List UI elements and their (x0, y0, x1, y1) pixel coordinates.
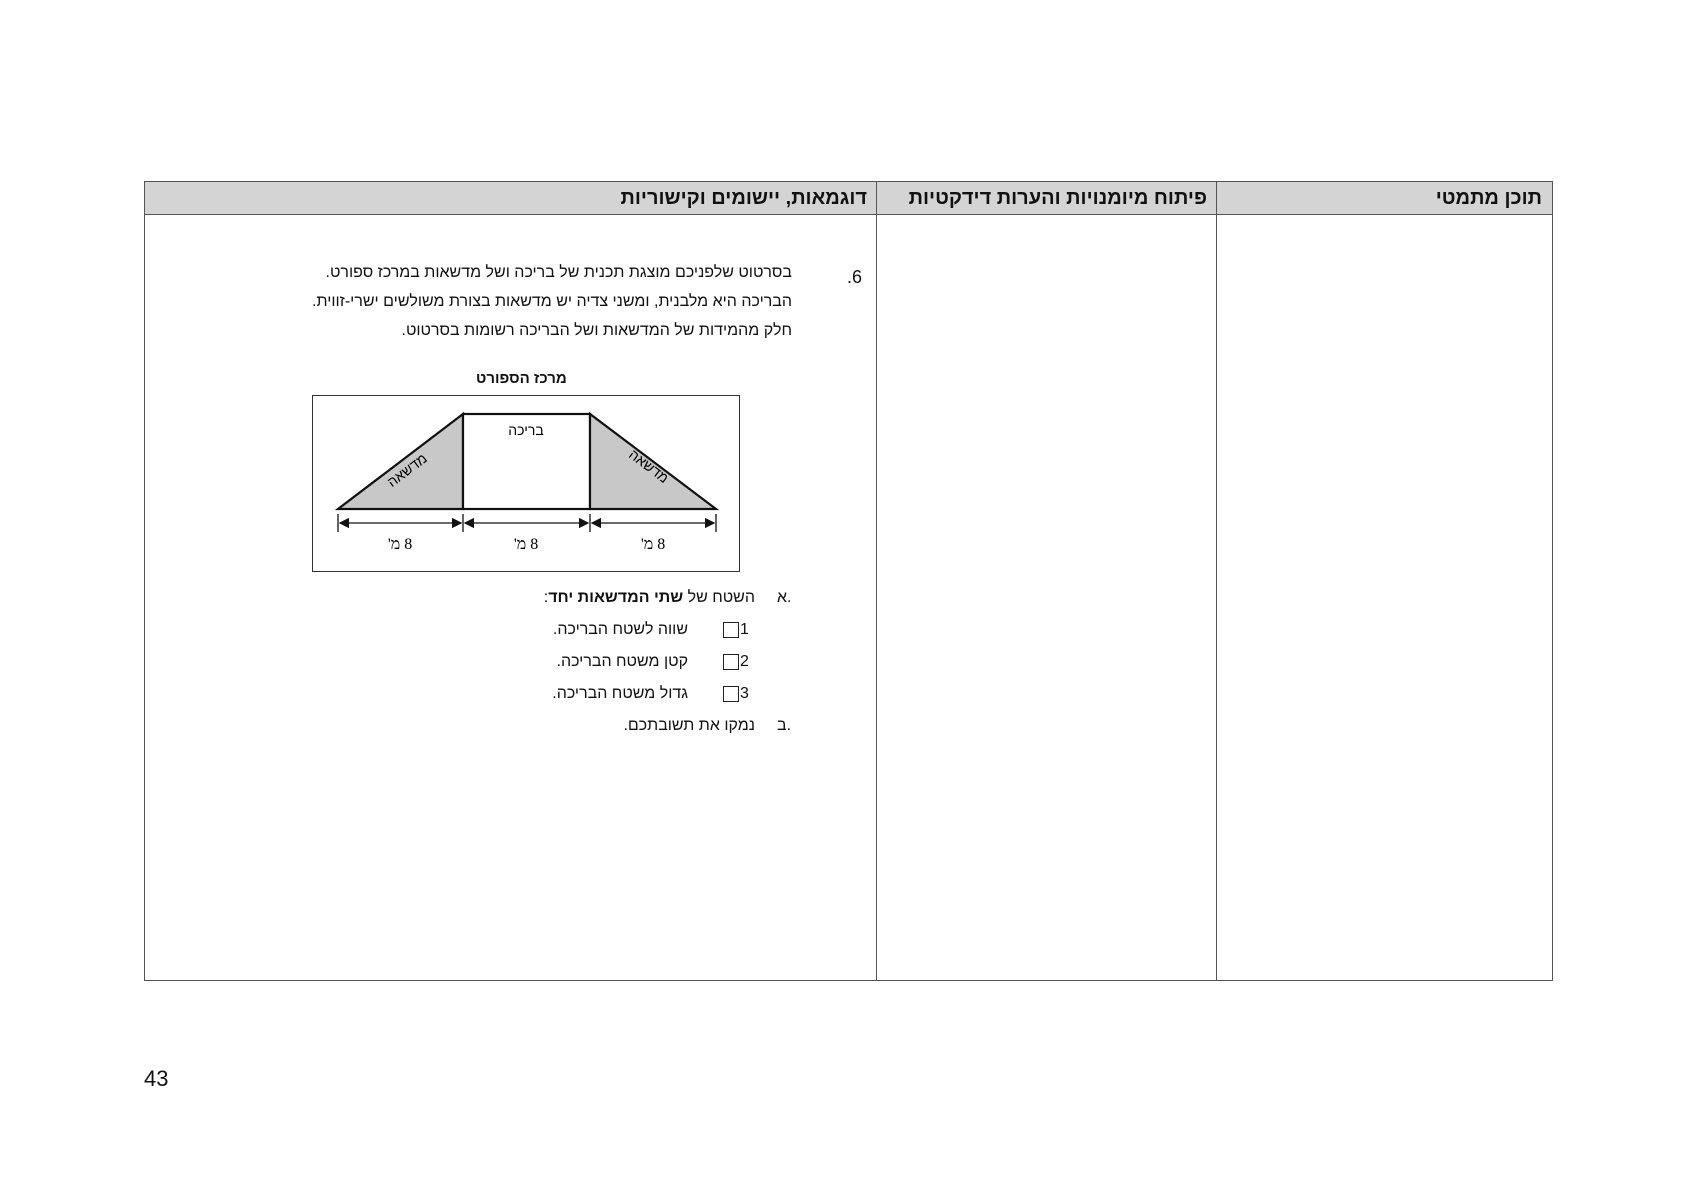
question-line: בסרטוט שלפניכם מוצגת תכנית של בריכה ושל מדשאות במרכז ספורט. (325, 264, 792, 281)
part-a-bold-text: שתי המדשאות יחד (548, 589, 684, 606)
option-number: 2 (740, 653, 749, 670)
option-number: 1 (740, 621, 749, 638)
dimension-label: 8 מ' (513, 536, 539, 553)
question-text (252, 258, 792, 345)
part-b-question: נמקו את תשובתכם. (623, 717, 755, 734)
figure-title: מרכז הספורט (476, 370, 567, 387)
header-skills: פיתוח מיומנויות והערות דידקטיות (877, 182, 1217, 215)
lawn-label-right: מדשאה (626, 445, 672, 487)
sports-center-figure (312, 395, 740, 572)
question-line: הבריכה היא מלבנית, ומשני צדיה יש מדשאות בצורת משולשים ישרי-זווית. (312, 293, 792, 310)
page-number: 43 (144, 1066, 169, 1091)
option-number: 3 (740, 685, 749, 702)
column-divider (1216, 182, 1217, 980)
lawn-label-left: מדשאה (384, 449, 430, 491)
header-content: תוכן מתמטי (1217, 182, 1552, 215)
question-number: .6 (847, 267, 863, 287)
dimension-label: 8 מ' (387, 536, 413, 553)
option-checkbox[interactable] (723, 654, 739, 670)
header-examples: דוגמאות, יישומים וקישוריות (145, 182, 877, 215)
option-text: קטן משטח הבריכה. (556, 653, 688, 670)
column-divider (876, 182, 877, 980)
sports-center-diagram (313, 396, 739, 571)
part-a-question (544, 589, 755, 607)
option-text: גדול משטח הבריכה. (552, 685, 688, 702)
option-checkbox[interactable] (723, 686, 739, 702)
dimension-label: 8 מ' (640, 536, 666, 553)
part-a-colon: : (543, 589, 549, 606)
option-checkbox[interactable] (723, 622, 739, 638)
part-a-letter: א. (777, 589, 792, 606)
part-a-text: השטח של (683, 589, 755, 606)
pool-label: בריכה (508, 422, 544, 438)
part-b-letter: ב. (777, 717, 792, 734)
left-lawn-triangle (338, 414, 463, 509)
option-text: שווה לשטח הבריכה. (552, 621, 688, 638)
question-line: חלק מהמידות של המדשאות ושל הבריכה רשומות בסרטוט. (401, 322, 792, 339)
